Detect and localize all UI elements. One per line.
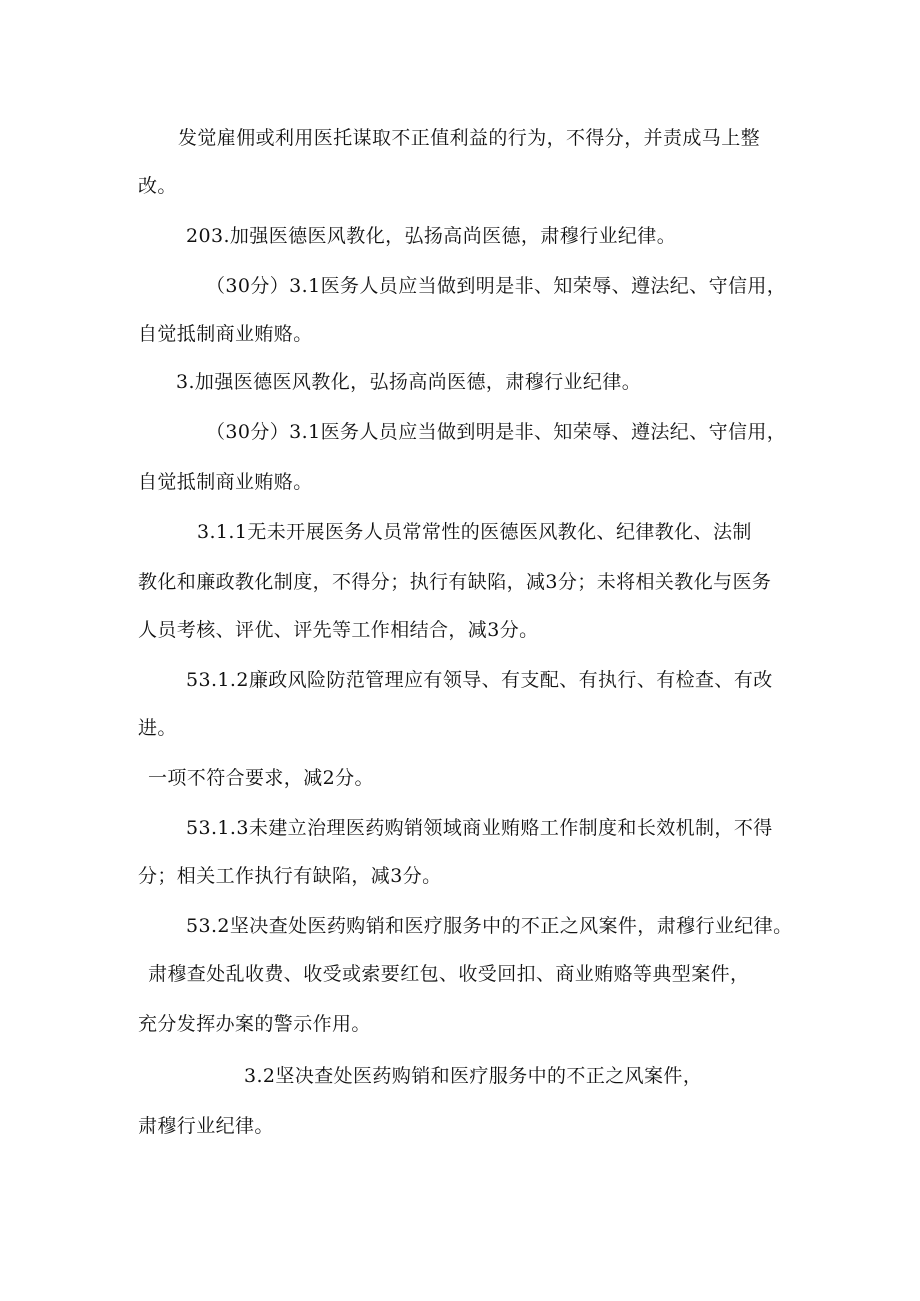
text-line: 3.2坚决查处医药购销和医疗服务中的不正之风案件，: [244, 1065, 703, 1087]
text-line: 充分发挥办案的警示作用。: [138, 1013, 371, 1035]
text-line: 3.1.1无未开展医务人员常常性的医德医风教化、纪律教化、法制: [197, 521, 752, 543]
text-line: 教化和廉政教化制度，不得分；执行有缺陷，减3分；未将相关教化与医务: [138, 571, 772, 593]
text-line: 53.2坚决查处医药购销和医疗服务中的不正之风案件，肃穆行业纪律。: [186, 915, 793, 937]
text-line: 发觉雇佣或利用医托谋取不正值利益的行为，不得分，并责成马上整: [178, 127, 761, 149]
text-line: 分；相关工作执行有缺陷，减3分。: [138, 865, 442, 887]
text-line: 自觉抵制商业贿赂。: [138, 471, 313, 493]
text-line: 肃穆查处乱收费、收受或索要红包、收受回扣、商业贿赂等典型案件，: [148, 963, 750, 985]
text-line: 人员考核、评优、评先等工作相结合，减3分。: [138, 619, 539, 641]
text-line: （30分）3.1医务人员应当做到明是非、知荣辱、遵法纪、守信用，: [206, 421, 787, 443]
text-line: 53.1.3未建立治理医药购销领域商业贿赂工作制度和长效机制，不得: [186, 817, 773, 839]
text-line: 203.加强医德医风教化，弘扬高尚医德，肃穆行业纪律。: [186, 225, 677, 247]
text-line: 改。: [138, 175, 177, 197]
text-line: 一项不符合要求，减2分。: [148, 767, 374, 789]
text-line: 53.1.2廉政风险防范管理应有领导、有支配、有执行、有检查、有改: [186, 669, 773, 691]
text-line: （30分）3.1医务人员应当做到明是非、知荣辱、遵法纪、守信用，: [206, 275, 787, 297]
text-line: 自觉抵制商业贿赂。: [138, 323, 313, 345]
text-line: 3.加强医德医风教化，弘扬高尚医德，肃穆行业纪律。: [176, 371, 642, 393]
text-line: 进。: [138, 717, 177, 739]
text-line: 肃穆行业纪律。: [138, 1115, 274, 1137]
